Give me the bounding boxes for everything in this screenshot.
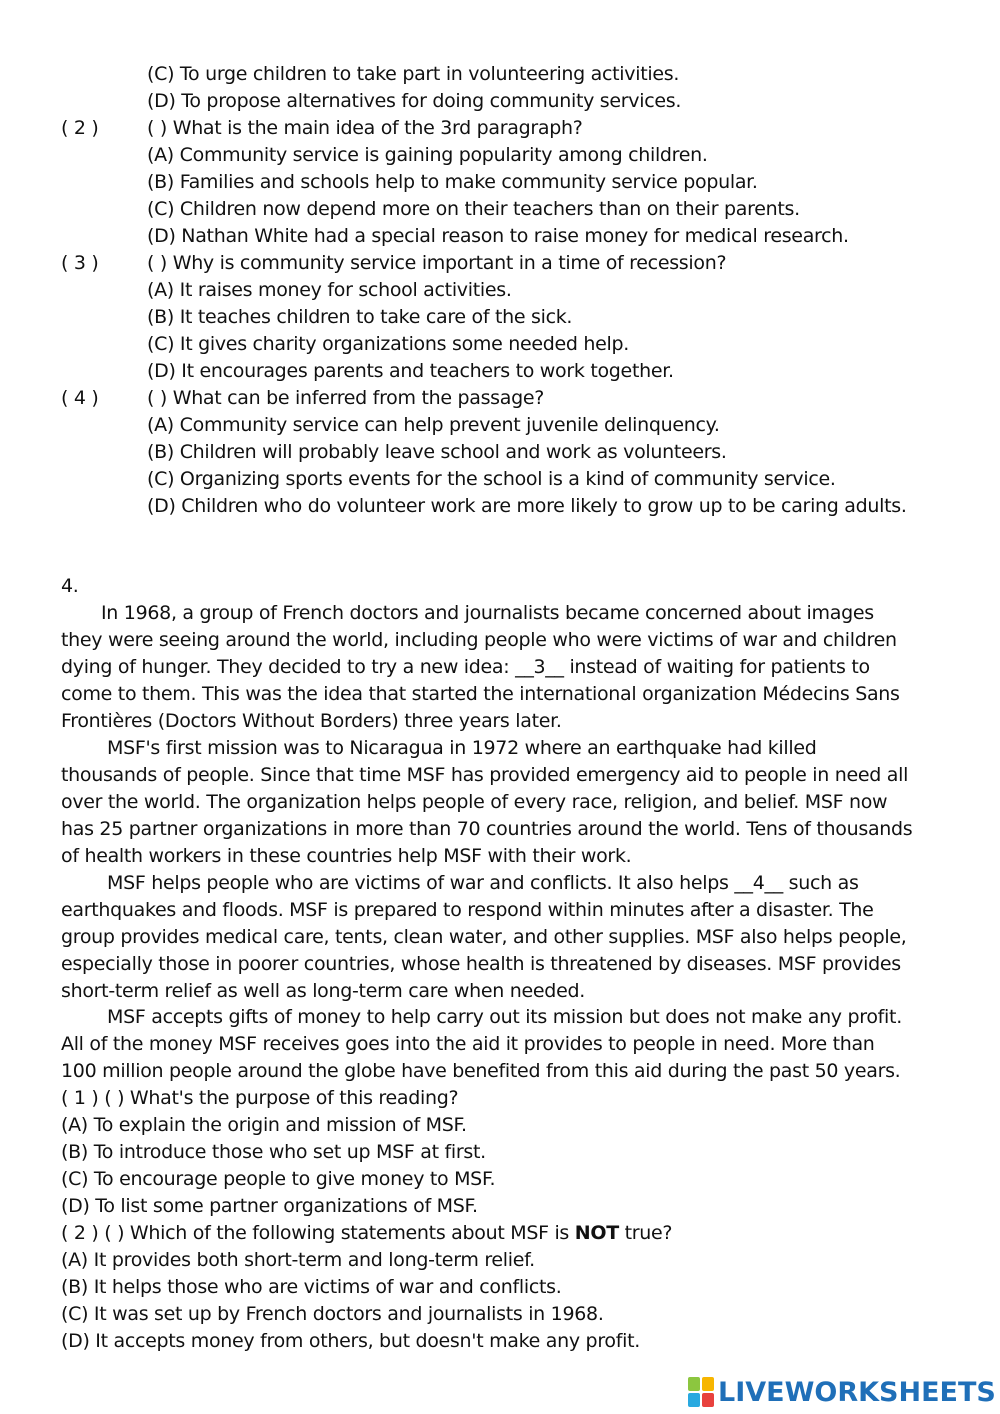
passage-line: dying of hunger. They decided to try a new idea: __3__ instead of waiting for patients to [61, 656, 870, 678]
passage-line: In 1968, a group of French doctors and journalists became concerned about images [101, 602, 874, 624]
q2-option-b: (B) Families and schools help to make community service popular. [147, 171, 758, 193]
s4-q1-question[interactable]: ( 1 ) ( ) What's the purpose of this reading? [61, 1087, 459, 1109]
passage-line: especially those in poorer countries, whose health is threatened by diseases. MSF provides [61, 953, 901, 975]
q1-option-d: (D) To propose alternatives for doing community services. [147, 90, 682, 112]
q4-option-d: (D) Children who do volunteer work are more likely to grow up to be caring adults. [147, 495, 907, 517]
passage-line: come to them. This was the idea that started the international organization Médecins Sans [61, 683, 900, 705]
q3-option-b: (B) It teaches children to take care of the sick. [147, 306, 573, 328]
q4-option-b: (B) Children will probably leave school and work as volunteers. [147, 441, 727, 463]
q2-option-c: (C) Children now depend more on their teachers than on their parents. [147, 198, 800, 220]
liveworksheets-logo-icon [688, 1377, 714, 1407]
s4-q2-option-d: (D) It accepts money from others, but doesn't make any profit. [61, 1330, 640, 1352]
s4-q1-option-b: (B) To introduce those who set up MSF at first. [61, 1141, 486, 1163]
s4-q2-emphasis: NOT [574, 1222, 619, 1244]
q3-option-a: (A) It raises money for school activities. [147, 279, 512, 301]
q4-option-c: (C) Organizing sports events for the school is a kind of community service. [147, 468, 836, 490]
s4-q2-text: ( 2 ) ( ) Which of the following statements about MSF is [61, 1222, 575, 1244]
s4-q1-option-c: (C) To encourage people to give money to MSF. [61, 1168, 496, 1190]
passage-line: MSF's first mission was to Nicaragua in 1972 where an earthquake had killed [107, 737, 817, 759]
passage-line: short-term relief as well as long-term care when needed. [61, 980, 585, 1002]
s4-q2-text-end: true? [618, 1222, 673, 1244]
q4-number: ( 4 ) [61, 387, 99, 409]
s4-q1-option-d: (D) To list some partner organizations of MSF. [61, 1195, 478, 1217]
q3-option-c: (C) It gives charity organizations some needed help. [147, 333, 630, 355]
passage-line: has 25 partner organizations in more than 70 countries around the world. Tens of thousands [61, 818, 913, 840]
q4-option-a: (A) Community service can help prevent juvenile delinquency. [147, 414, 720, 436]
passage-line: MSF helps people who are victims of war and conflicts. It also helps __4__ such as [107, 872, 859, 894]
passage-line: group provides medical care, tents, clean water, and other supplies. MSF also helps people, [61, 926, 907, 948]
s4-q1-option-a: (A) To explain the origin and mission of MSF. [61, 1114, 467, 1136]
q1-option-c: (C) To urge children to take part in volunteering activities. [147, 63, 680, 85]
passage-line: earthquakes and floods. MSF is prepared to respond within minutes after a disaster. The [61, 899, 874, 921]
q3-number: ( 3 ) [61, 252, 99, 274]
q2-option-d: (D) Nathan White had a special reason to raise money for medical research. [147, 225, 849, 247]
q2-question[interactable]: ( ) What is the main idea of the 3rd paragraph? [147, 117, 583, 139]
passage-line: MSF accepts gifts of money to help carry out its mission but does not make any profit. [107, 1006, 902, 1028]
section-number: 4. [61, 575, 79, 597]
s4-q2-question[interactable] [61, 1220, 672, 1246]
q2-number: ( 2 ) [61, 117, 99, 139]
q3-question[interactable]: ( ) Why is community service important in a time of recession? [147, 252, 727, 274]
s4-q2-option-a: (A) It provides both short-term and long-term relief. [61, 1249, 535, 1271]
passage-line: over the world. The organization helps people of every race, religion, and belief. MSF now [61, 791, 888, 813]
q3-option-d: (D) It encourages parents and teachers to work together. [147, 360, 674, 382]
q4-question[interactable]: ( ) What can be inferred from the passage? [147, 387, 545, 409]
passage-line: 100 million people around the globe have benefited from this aid during the past 50 years. [61, 1060, 901, 1082]
passage-line: they were seeing around the world, including people who were victims of war and children [61, 629, 897, 651]
passage-line: All of the money MSF receives goes into the aid it provides to people in need. More than [61, 1033, 875, 1055]
s4-q2-option-c: (C) It was set up by French doctors and journalists in 1968. [61, 1303, 604, 1325]
q2-option-a: (A) Community service is gaining popularity among children. [147, 144, 708, 166]
passage-line: of health workers in these countries help MSF with their work. [61, 845, 632, 867]
liveworksheets-logo [688, 1372, 996, 1412]
s4-q2-option-b: (B) It helps those who are victims of war and conflicts. [61, 1276, 562, 1298]
passage-line: thousands of people. Since that time MSF has provided emergency aid to people in need all [61, 764, 909, 786]
passage-line: Frontières (Doctors Without Borders) three years later. [61, 710, 562, 732]
liveworksheets-logo-text: LIVEWORKSHEETS [718, 1376, 996, 1408]
